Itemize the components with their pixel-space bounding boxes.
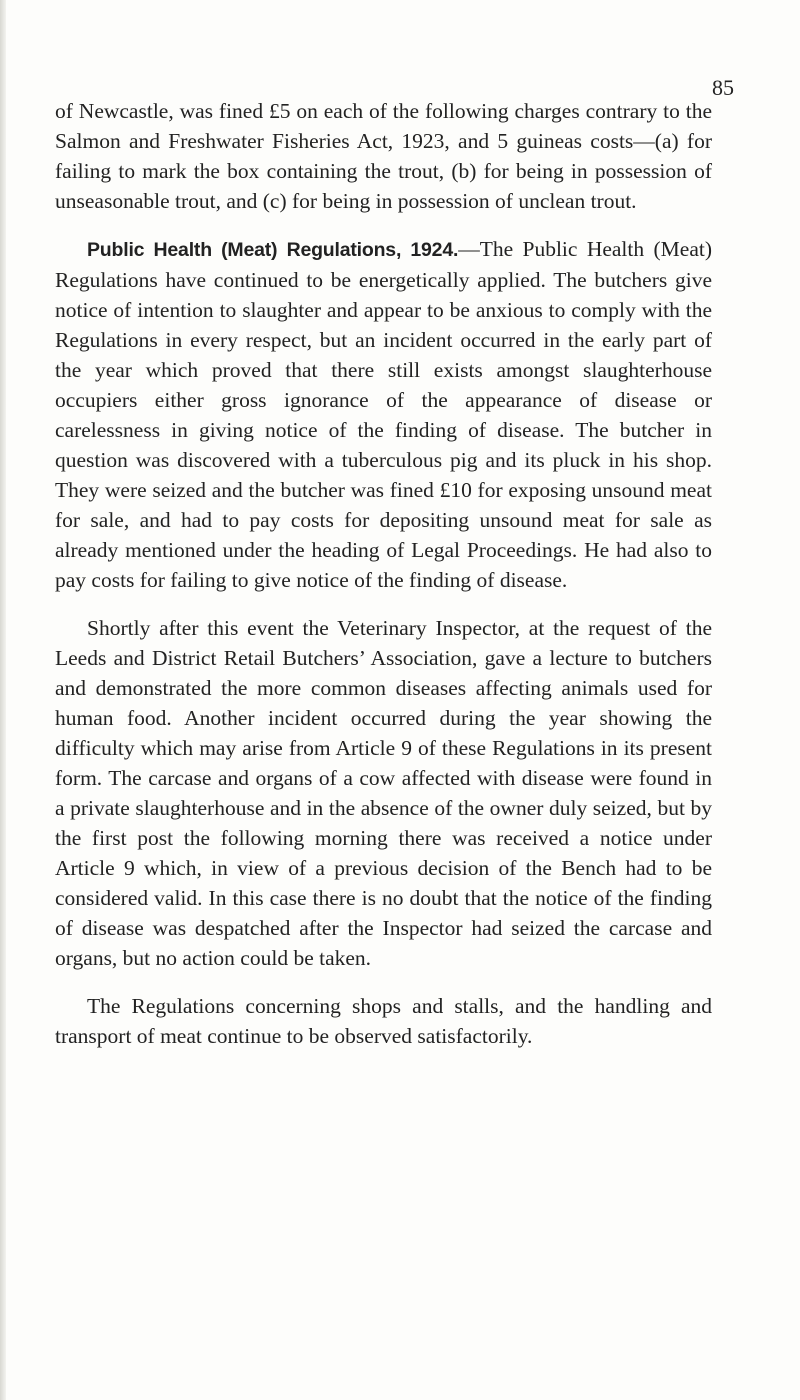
- section-heading-meat-regulations: Public Health (Meat) Regulations, 1924.: [87, 239, 459, 261]
- paragraph-shops-and-stalls: The Regulations concerning shops and stalls, and the handling and transport of meat continue to be observed satisfactorily.: [55, 994, 712, 1048]
- page-number: 85: [712, 75, 734, 100]
- paragraph-fisheries-case: of Newcastle, was fined £5 on each of the following charges contrary to the Salmon and Freshwater Fisheries Act, 1923, and 5 guineas costs—(a) for failing to mark the box containing the trout, (b) for being in possession of unseasonable trout, and (c) for being in possession of unclean trout.: [55, 99, 712, 213]
- document-body: [55, 96, 712, 1051]
- paragraph-veterinary-lecture: Shortly after this event the Veterinary Inspector, at the request of the Leeds and District Retail Butchers’ Association, gave a lecture to butchers and demonstrated the more common diseases affecting animals used for human food. Another incident occurred during the year showing the difficulty which may arise from Article 9 of these Regulations in its present form. The carcase and organs of a cow affected with disease were found in a private slaughterhouse and in the absence of the owner duly seized, but by the first post the following morning there was received a notice under Article 9 which, in view of a previous decision of the Bench had to be considered valid. In this case there is no doubt that the notice of the finding of disease was despatched after the Inspector had seized the carcase and organs, but no action could be taken.: [55, 616, 712, 970]
- paragraph-meat-regulations: [55, 234, 712, 595]
- paragraph-meat-regulations-text: —The Public Health (Meat) Regulations have continued to be energetically applied. The butchers give notice of intention to slaughter and appear to be anxious to comply with the Regulations in every respect, but an incident occurred in the early part of the year which proved that there still exists amongst slaughterhouse occupiers either gross ignorance of the appearance of disease or carelessness in giving notice of the finding of disease. The butcher in question was discovered with a tuberculous pig and its pluck in his shop. They were seized and the butcher was fined £10 for exposing unsound meat for sale, and had to pay costs for depositing unsound meat for sale as already mentioned under the heading of Legal Proceedings. He had also to pay costs for failing to give notice of the finding of disease.: [55, 237, 712, 592]
- page-spine-shadow: [0, 0, 6, 1400]
